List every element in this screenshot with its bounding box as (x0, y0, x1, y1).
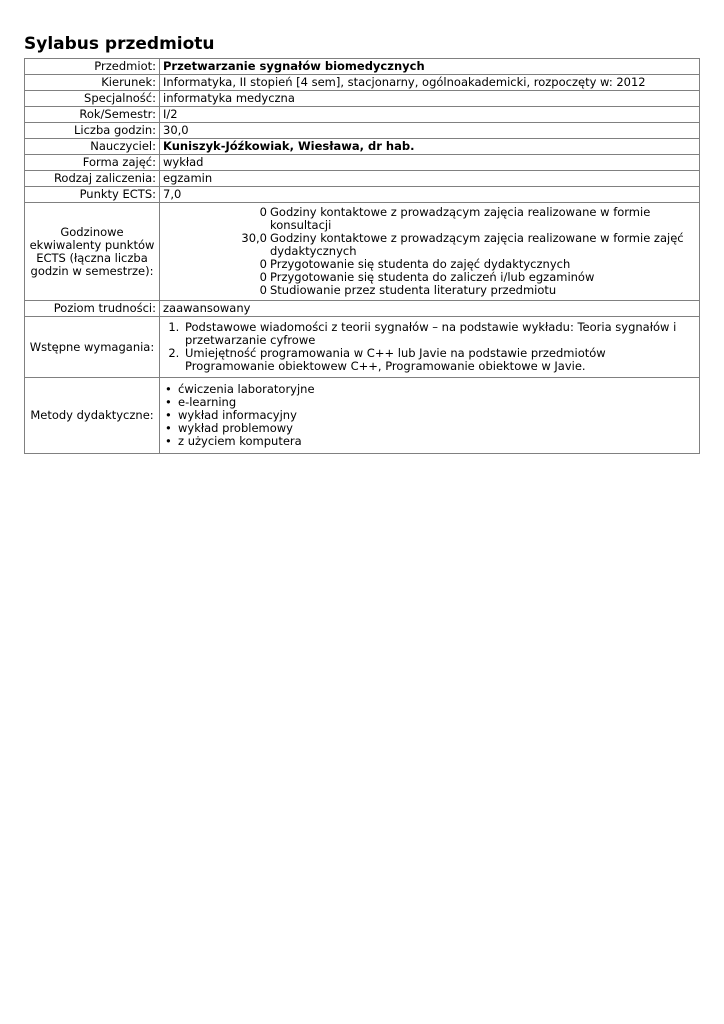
row-forma-zajec (25, 155, 700, 171)
list-item: • wykład problemowy (175, 422, 696, 435)
row-punkty-ects (25, 187, 700, 203)
list-item: • z użyciem komputera (175, 435, 696, 448)
value-punkty-ects: 7,0 (160, 187, 700, 203)
row-liczba-godzin (25, 123, 700, 139)
label-nauczyciel: Nauczyciel: (25, 139, 160, 155)
row-metody-dydaktyczne (25, 378, 700, 454)
list-item: • e-learning (175, 396, 696, 409)
row-kierunek (25, 75, 700, 91)
hours-value: 0 (259, 270, 267, 284)
label-rodzaj-zaliczenia: Rodzaj zaliczenia: (25, 171, 160, 187)
label-specjalnosc: Specjalność: (25, 91, 160, 107)
hours-description: Studiowanie przez studenta literatury przedmiotu (270, 283, 557, 297)
label-poziom-trudnosci: Poziom trudności: (25, 301, 160, 317)
value-kierunek: Informatyka, II stopień [4 sem], stacjonarny, ogólnoakademicki, rozpoczęty w: 2012 (160, 75, 700, 91)
value-forma-zajec: wykład (160, 155, 700, 171)
label-rok-semestr: Rok/Semestr: (25, 107, 160, 123)
label-wstepne-wymagania: Wstępne wymagania: (25, 317, 160, 378)
row-specjalnosc (25, 91, 700, 107)
hours-description: Przygotowanie się studenta do zajęć dydaktycznych (270, 257, 571, 271)
row-nauczyciel (25, 139, 700, 155)
label-godzinowe: Godzinowe ekwiwalenty punktów ECTS (łączna liczba godzin w semestrze): (25, 203, 160, 301)
label-forma-zajec: Forma zajęć: (25, 155, 160, 171)
value-liczba-godzin: 30,0 (160, 123, 700, 139)
value-rok-semestr: I/2 (160, 107, 700, 123)
label-przedmiot: Przedmiot: (25, 59, 160, 75)
hours-value: 30,0 (241, 231, 267, 245)
row-rodzaj-zaliczenia (25, 171, 700, 187)
hours-description: Godziny kontaktowe z prowadzącym zajęcia realizowane w formie zajęć dydaktycznych (270, 231, 684, 258)
label-liczba-godzin: Liczba godzin: (25, 123, 160, 139)
row-poziom-trudnosci (25, 301, 700, 317)
syllabus-table (24, 58, 700, 454)
hours-description: Przygotowanie się studenta do zaliczeń i/lub egzaminów (270, 270, 595, 284)
list-item: • wykład informacyjny (175, 409, 696, 422)
list-item: 1. Podstawowe wiadomości z teorii sygnałów – na podstawie wykładu: Teoria sygnałów i przetwarzanie cyfrowe (183, 321, 696, 347)
row-godzinowe (25, 203, 700, 301)
label-metody-dydaktyczne: Metody dydaktyczne: (25, 378, 160, 454)
hours-list (163, 204, 696, 299)
hours-value: 0 (259, 283, 267, 297)
value-wstepne-wymagania (160, 317, 700, 378)
row-wstepne-wymagania (25, 317, 700, 378)
label-kierunek: Kierunek: (25, 75, 160, 91)
value-poziom-trudnosci: zaawansowany (160, 301, 700, 317)
list-item: 2. Umiejętność programowania w C++ lub Javie na podstawie przedmiotów Programowanie obiektowew C++, Programowanie obiektowe w Javie. (183, 347, 696, 373)
hours-description: Godziny kontaktowe z prowadzącym zajęcia realizowane w formie konsultacji (270, 205, 651, 232)
value-przedmiot: Przetwarzanie sygnałów biomedycznych (160, 59, 700, 75)
value-nauczyciel: Kuniszyk-Jóźkowiak, Wiesława, dr hab. (160, 139, 700, 155)
row-przedmiot (25, 59, 700, 75)
value-rodzaj-zaliczenia: egzamin (160, 171, 700, 187)
requirements-list (163, 318, 696, 376)
hours-value: 0 (259, 205, 267, 219)
row-rok-semestr (25, 107, 700, 123)
page-title: Sylabus przedmiotu (24, 34, 215, 54)
hours-value: 0 (259, 257, 267, 271)
label-punkty-ects: Punkty ECTS: (25, 187, 160, 203)
list-item: • ćwiczenia laboratoryjne (175, 383, 696, 396)
value-godzinowe (160, 203, 700, 301)
methods-list (163, 379, 696, 452)
value-metody-dydaktyczne (160, 378, 700, 454)
value-specjalnosc: informatyka medyczna (160, 91, 700, 107)
